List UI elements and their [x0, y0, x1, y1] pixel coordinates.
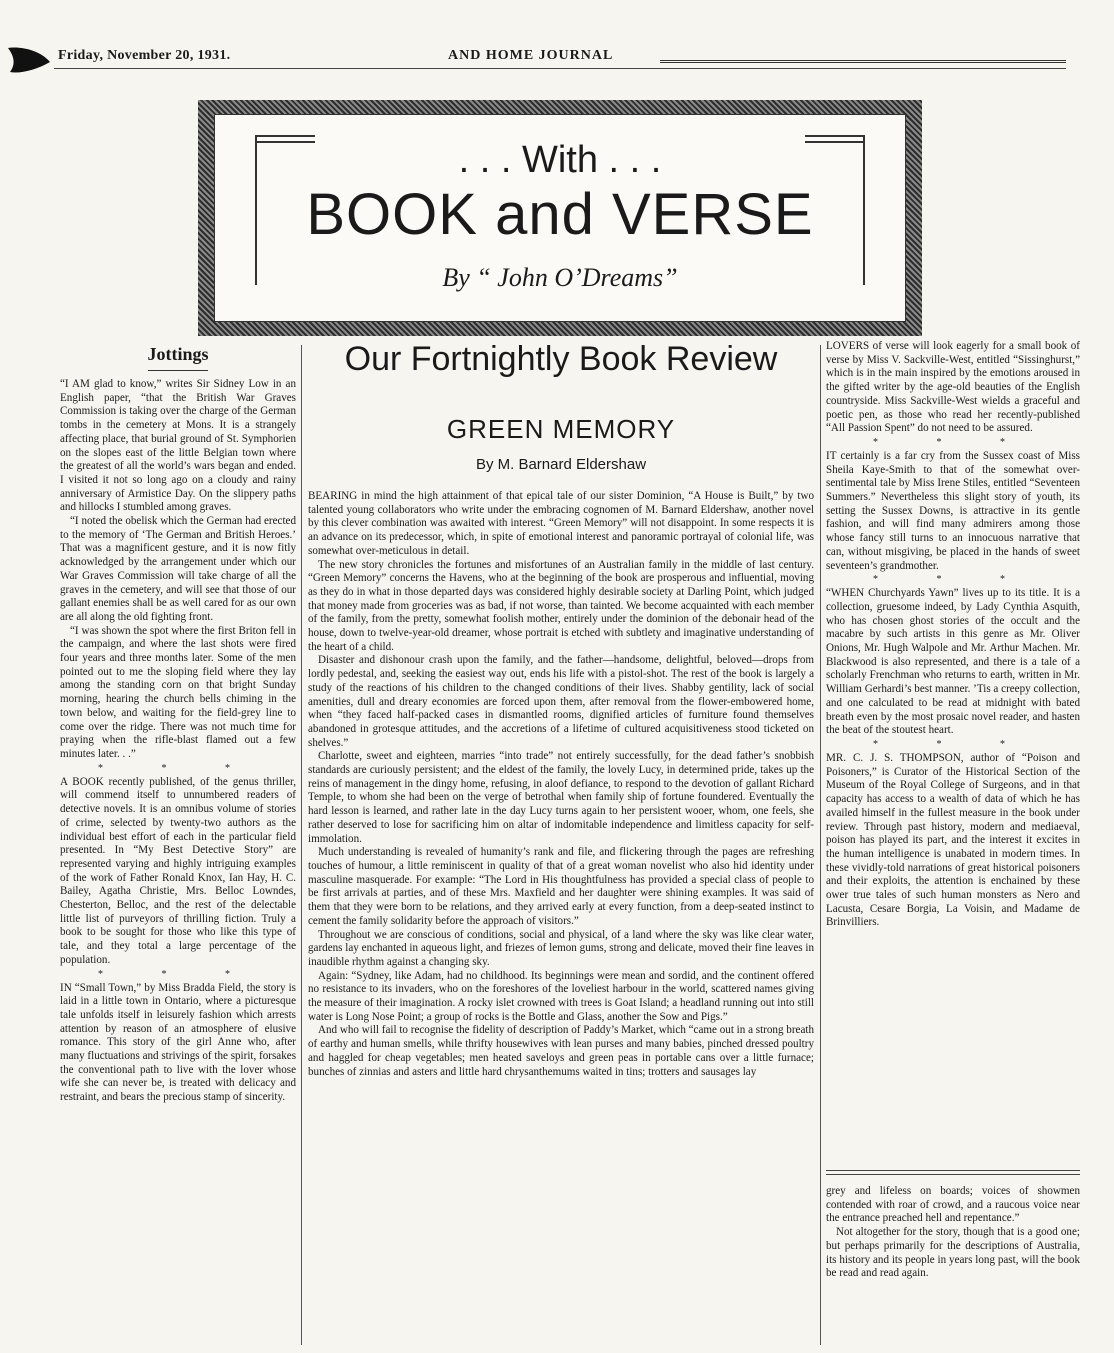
paragraph: Charlotte, sweet and eighteen, marries “into trade” not entirely successfully, for the dead father’s snobbish standards are curiously persistent; and the eldest of the family, the lovely Lucy, in determined pride, takes up the reins of management in the dingy home, refusing, in aloof defiance, to respond to the devotion of gallant Richard Temple, to whom she had been on the verge of betrothal when family ship of fortune foundered. Eventually the hard lesson is learned, and rather late in the day Lucy turns again to her persistent wooer, whom, one feels, she rather deserved to lose for sacrificing him on altar of indomitable independence and limitless capacity for self-immolation.: [308, 750, 814, 845]
review-subtitle: GREEN MEMORY: [446, 414, 676, 444]
review-byline: By M. Barnard Eldershaw: [475, 456, 647, 473]
paragraph: BEARING in mind the high attainment of that epical tale of our sister Dominion, “A House is Built,” by two talented young collaborators who write under the embracing cognomen of M. Barnard Eldershaw, another novel by this clever combination was awaited with interest. “Green Memory” will not disappoint. In some respects it is an advance on its predecessor, which, in spite of emotional interest and panoramic portrayal of colonial life, was somewhat over-meticulous in detail.: [308, 490, 814, 557]
jottings-heading: Jottings: [147, 344, 209, 364]
section-stars: * * *: [98, 968, 258, 980]
review-column: [308, 490, 814, 1079]
column-rule: [826, 1170, 1080, 1171]
section-stars: * * *: [873, 574, 1033, 586]
notes-column: [826, 340, 1080, 930]
paragraph: Much understanding is revealed of humanity’s rank and file, and flickering through the pages are refreshing touches of humour, a little reminiscent in quality of that of a great woman novelist who also hid identity under masculine masquerade. For example: “The Lord in His thoughtfulness has provided a special class of people to be first arrivals at parties, and of these Mrs. Maxfield and her daughter were shining examples. It was said of them that they were born to be relations, and they arrived early at every function, from a deep-seated instinct to cement the family solidarity before the approach of visitors.”: [308, 846, 814, 927]
column-divider: [820, 345, 821, 1345]
paragraph: A BOOK recently published, of the genus thriller, will commend itself to unnumbered readers of detective novels. It is an omnibus volume of stories of crime, selected by twenty-two authors as the individual best effort of each in the particular field presented. In “My Best Detective Story” are represented varying and highly intriguing examples of the work of Father Ronald Knox, Ian Hay, H. C. Bailey, Agatha Christie, Mrs. Belloc Lowndes, Chesterton, Belloc, and the rest of the delectable little list of purveyors of thrilling fiction. Truly a book to be sought for those who like this type of tale, and they total a large percentage of the population.: [60, 775, 296, 966]
banner-rule: [255, 135, 315, 137]
review-heading: Our Fortnightly Book Review: [344, 340, 778, 378]
journal-title: AND HOME JOURNAL: [448, 48, 614, 63]
banner-rule: [805, 135, 865, 137]
leaf-ornament-icon: [6, 44, 52, 76]
banner-byline: By “ John O’Dreams”: [442, 263, 678, 292]
header-underline: [54, 68, 1066, 69]
paragraph: Not altogether for the story, though that is a good one; but perhaps primarily for the descriptions of Australia, its history and its people in years long past, will the book be read and read again.: [826, 1226, 1080, 1280]
paragraph: Disaster and dishonour crash upon the family, and the father—handsome, delightful, beloved—drops from lordly pedestal, and, seeking the easiest way out, ends his life with a pistol-shot. The rest of the book is largely a study of the reactions of his children to the changed conditions of their lives. Shabby gentility, lack of social amenities, dull and dreary economies are forced upon them, after removal from the flower-embowered home, when “they faced half-packed cases in dismantled rooms, dignified articles of furniture found themselves abandoned in grotesque attitudes, and the accretions of a lifetime of cultured acquisitiveness stood ticketed on shelves.”: [308, 654, 814, 749]
section-stars: * * *: [98, 762, 258, 774]
column-divider: [301, 345, 302, 1345]
paragraph: grey and lifeless on boards; voices of showmen contended with roar of crowd, and a raucous voice near the entrance preached hell and repentance.”: [826, 1185, 1080, 1225]
paragraph: Again: “Sydney, like Adam, had no childhood. Its beginnings were mean and sordid, and the continent offered no resistance to its invaders, who on the foreshores of the loveliest harbour in the world, scattered names giving the measure of their imagination. A rocky islet crowned with trees is Goat Island; a headland running out into still water is Long Nose Point; a group of rocks is the Bottle and Glass, another the Sow and Pigs.”: [308, 969, 814, 1023]
paragraph: The new story chronicles the fortunes and misfortunes of an Australian family in the middle of last century. “Green Memory” concerns the Havens, who at the beginning of the book are prosperous and influential, moving as they do in what in those departed days was considered highly desirable society at Darling Point, which judged that money made from groceries was as bad, if not worse, than tainted. We become acquainted with each member of the family, from the pretty, somewhat foolish mother, entirely under the dominion of the debonair head of the house, down to twelve-year-old dreamer, whose portrait is etched with subtlety and imaginative understanding of the heart of a child.: [308, 558, 814, 653]
paragraph: And who will fail to recognise the fidelity of description of Paddy’s Market, which “came out in a strong breath of earthy and human smells, while thrifty housewives with lean purses and many babies, pinched dressed poultry and haggled for cheap vegetables; men heated saveloys and green peas in portable cans over a little furnace; bunches of zinnias and asters and little hard chrysanthemums waited in tins; trotters and sausages lay: [308, 1024, 815, 1078]
paragraph: IT certainly is a far cry from the Sussex coast of Miss Sheila Kaye-Smith to that of the somewhat over-sentimental tale by Miss Irene Stiles, entitled “Seventeen Summers.” Nevertheless this slight story of youth, its setting the Sussex Downs, is attractive in its gentle fashion, and will find many admirers among those whose fancy still turns to an innocuous narrative that can, without misgiving, be placed in the hands of sweet seventeen’s grandmother.: [826, 449, 1080, 572]
section-banner: [198, 100, 922, 336]
jottings-column: [60, 378, 296, 1105]
section-stars: * * *: [873, 738, 1033, 750]
paragraph: “I was shown the spot where the first Briton fell in the campaign, and where the last shots were fired four years and three months later. Some of the men pointed out to me the sloping field where they lay among the standing corn on that bright Sunday morning, hearing the church bells chiming in the town below, and waiting for the field-grey line to come over the ridge. There was not much time for praying when the rifle-blast flamed out a few minutes later. . .”: [60, 624, 296, 760]
paragraph: IN “Small Town,” by Miss Bradda Field, the story is laid in a little town in Ontario, where a picturesque tale unfolds itself in leisurely fashion which arrests attention by reason of an atmosphere of elusive romance. This story of the girl Anne who, after many fluctuations and strivings of the spirit, forsakes the conventional path to live with the lover whose wife she can never be, is treated with delicacy and restraint, and bears the precious stamp of sincerity.: [60, 981, 297, 1104]
header-rule: [660, 60, 1066, 63]
jottings-rule: [148, 370, 208, 371]
paragraph: “WHEN Churchyards Yawn” lives up to its title. It is a collection, gruesome indeed, by Lady Cynthia Asquith, who has chosen ghost stories of the occult and the macabre by such artists in this genre as Mr. Oliver Onions, Mr. Hugh Walpole and Mr. Arthur Machen. Mr. Blackwood is also represented, and there is a tale of a scholarly Frenchman who returns to earth, written in Mr. William Gerhardi’s best manner. ’Tis a creepy collection, and one calculated to be read at midnight with bated breath even by the most prosaic novel reader, and hasten the beat of the stoutest heart.: [826, 587, 1080, 737]
issue-date: Friday, November 20, 1931.: [58, 48, 231, 63]
paragraph: LOVERS of verse will look eagerly for a small book of verse by Miss V. Sackville-West, entitled “Sissinghurst,” which is in the main inspired by the emotions aroused in the gifted writer by the age-old beauties of the English countryside. Miss Sackville-West wields a graceful and poetic pen, as those who read her recently-published “All Passion Spent” do not need to be assured.: [826, 340, 1080, 435]
paragraph: Throughout we are conscious of conditions, social and physical, of a land where the sky was like clear water, gardens lay enchanted in aqueous light, and friezes of lemon gums, strong and delicate, moved their fine leaves in inaudible rhythm against a changing sky.: [308, 928, 814, 968]
column-rule: [826, 1174, 1080, 1175]
banner-with: . . . With . . .: [458, 139, 662, 181]
paragraph: MR. C. J. S. THOMPSON, author of “Poison and Poisoners,” is Curator of the Historical Section of the Museum of the Royal College of Surgeons, and in that capacity has access to a wealth of data of which he has availed himself in the fullest measure in the book under review. Through past history, modern and mediaeval, poison has played its part, and the interest it excites in the human intelligence is unabated in modern times. In these vividly-told narrations of great historical poisoners and their exploits, the attention is enchained by these ower true tales of such human monsters as Nero and Lacusta, Cesare Borgia, La Voisin, and Madame de Brinvilliers.: [826, 751, 1080, 929]
review-continuation: [826, 1185, 1080, 1281]
running-header: [0, 46, 1114, 72]
banner-panel: [214, 114, 906, 322]
banner-title: BOOK and VERSE: [306, 182, 814, 247]
paragraph: “I AM glad to know,” writes Sir Sidney Low in an English paper, “that the British War Graves Commission is taking over the charge of the German tombs in the cemetery at Mons. It is a strangely affecting place, that burial ground of St. Symphorien on the slopes east of the little Belgian town where the greatest of all the world’s wars began and ended. I visited it not so long ago on a cloudy and rainy anniversary of Armistice Day. On the slippery paths and hillocks I stumbled among graves.: [60, 378, 296, 514]
paragraph: “I noted the obelisk which the German had erected to the memory of ‘The German and British Heroes.’ That was a magnificent gesture, and it is now fitly acknowledged by the arrangement under which our War Graves Commission will take charge of all the graves in the cemetery, and will see that those of our gallant enemies shall be as well cared for as our own are all along the old fighting front.: [60, 515, 296, 623]
section-stars: * * *: [873, 436, 1033, 448]
